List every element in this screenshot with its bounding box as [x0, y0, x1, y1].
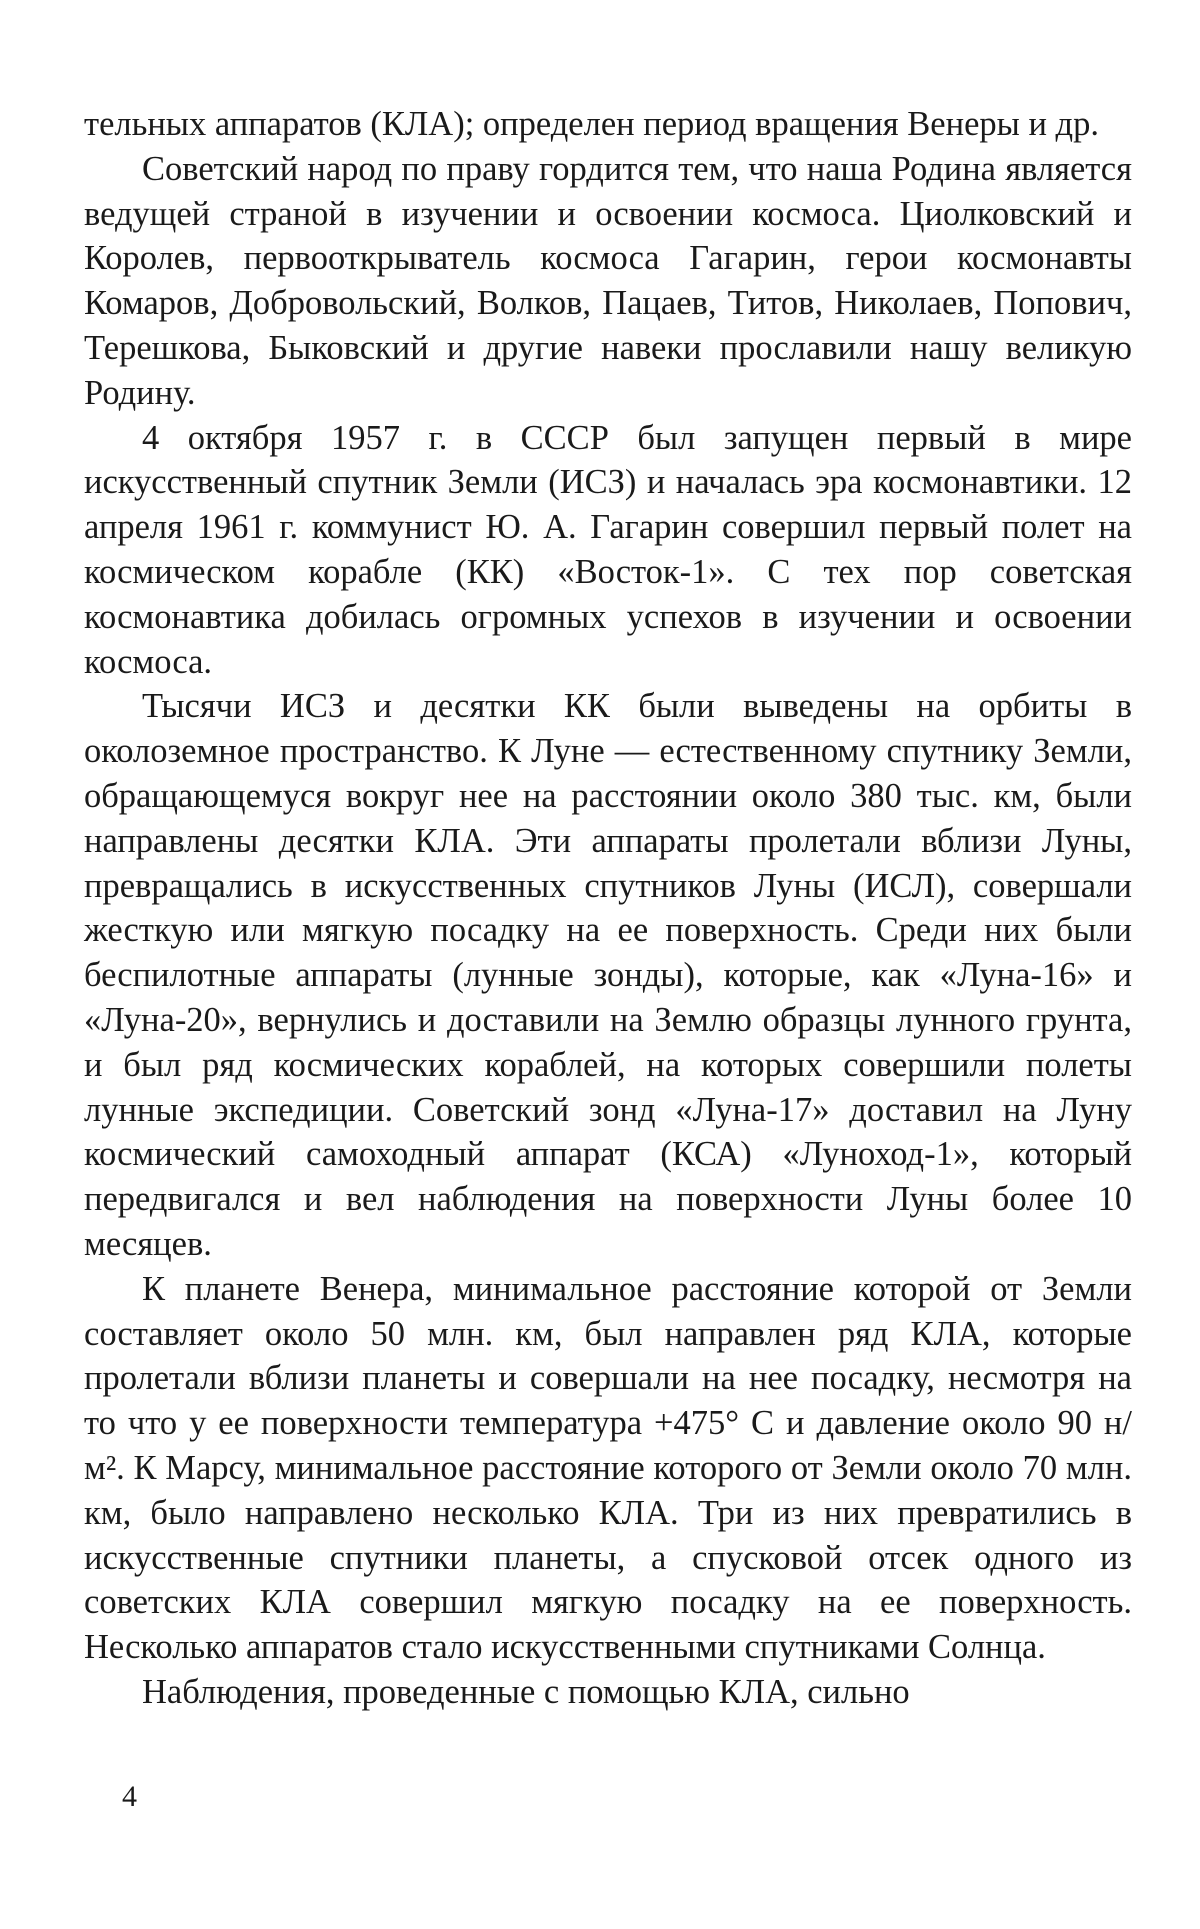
page-body — [84, 102, 1132, 1715]
paragraph-observations: Наблюдения, проведенные с помощью КЛА, сильно — [142, 1672, 910, 1711]
paragraph-continuation: тельных аппаратов (КЛА); определен период вращения Венеры и др. — [84, 105, 1099, 143]
paragraph-first-satellite: 4 октября 1957 г. в СССР был запущен первый в мире искусственный спутник Земли (ИСЗ) и началась эра космонавтики. 12 апреля 1961 г. коммунист Ю. А. Гагарин совершил первый полет на космическом корабле (КК) «Восток-1». С тех пор советская космонавтика добилась огромных успехов в изучении и освоении космоса. — [84, 418, 1132, 681]
page-number: 4 — [122, 1780, 137, 1813]
paragraph-venus-mars: К планете Венера, минимальное расстояние которой от Земли составляет около 50 млн. км, был направлен ряд КЛА, которые пролетали вблизи планеты и совершали на нее посадку, несмотря на то что у ее поверхности температура +475° С и давление около 90 н/м². К Марсу, минимальное расстояние которого от Земли около 70 млн. км, было направлено несколько КЛА. Три из них превратились в искусственные спутники планеты, а спусковой отсек одного из советских КЛА совершил мягкую посадку на ее поверхность. Несколько аппаратов стало искусственными спутниками Солнца. — [84, 1269, 1132, 1667]
paragraph-soviet-people: Советский народ по праву гордится тем, что наша Родина является ведущей страной в изучении и освоении космоса. Циолковский и Королев, первооткрыватель космоса Гагарин, герои космонавты Комаров, Добровольский, Волков, Пацаев, Титов, Николаев, Попович, Терешкова, Быковский и другие навеки прославили нашу великую Родину. — [84, 149, 1132, 412]
paragraph-moon-missions: Тысячи ИСЗ и десятки КК были выведены на орбиты в околоземное пространство. К Луне — естественному спутнику Земли, обращающемуся вокруг нее на расстоянии около 380 тыс. км, были направлены десятки КЛА. Эти аппараты пролетали вблизи Луны, превращались в искусственных спутников Луны (ИСЛ), совершали жесткую или мягкую посадку на ее поверхность. Среди них были беспилотные аппараты (лунные зонды), которые, как «Луна-16» и «Луна-20», вернулись и доставили на Землю образцы лунного грунта, и был ряд космических кораблей, на которых совершили полеты лунные экспедиции. Советский зонд «Луна-17» доставил на Луну космический самоходный аппарат (КСА) «Луноход-1», который передвигался и вел наблюдения на поверхности Луны более 10 месяцев. — [84, 687, 1132, 1263]
